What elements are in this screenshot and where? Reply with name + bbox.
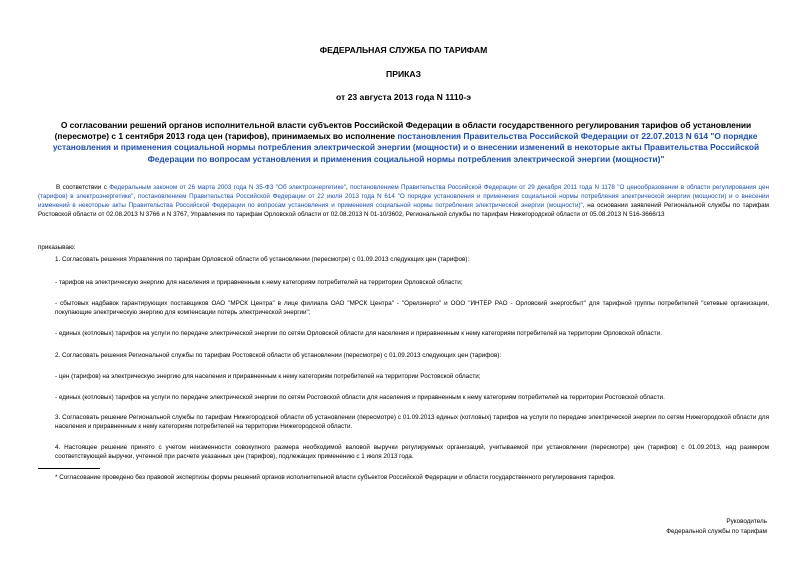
resolution-1178-link[interactable]: постановлением Правительства Российской Федерации от 29 декабря 2011 года N 1178 "О ценообразовании в области регулирования цен (тарифов) в электроэнергетике" bbox=[38, 184, 769, 200]
signature-title: Руководитель bbox=[726, 518, 767, 525]
prikazyvayu-line: приказываю: bbox=[38, 244, 76, 251]
title-link[interactable]: постановления Правительства Российской Федерации от 22.07.2013 N 614 "О порядке установления и применения социальной нормы потребления электрической энергии (мощности) и о внесении изменений в некоторые акты Правительства Российской Федерации по вопросам установления и применения социальной нормы потребления электрической энергии (мощности)" bbox=[52, 131, 760, 164]
preamble-text-1: В соответствии с bbox=[56, 184, 110, 191]
federal-law-link[interactable]: Федеральным законом от 26 марта 2003 года N 35-ФЗ "Об электроэнергетике" bbox=[109, 184, 347, 191]
footnote: * Согласование проведено без правовой экспертизы формы решений органов исполнительной власти субъектов Российской Федерации и области государственного регулирования тарифов. bbox=[55, 474, 616, 481]
paragraph-1a: - тарифов на электрическую энергию для населения и приравненным к нему категориям потребителей на территории Орловской области; bbox=[55, 279, 463, 286]
title-text: О согласовании решений органов исполнительной власти субъектов Российской Федерации в области государственного регулирования тарифов об установлении (пересмотре) с 1 сентября 2013 года цен (тарифов), принимаемых во исполнение bbox=[54, 120, 752, 142]
paragraph-2a: - цен (тарифов) на электрическую энергию для населения и приравненным к нему категориям потребителей на территории Ростовской области; bbox=[55, 373, 481, 380]
paragraph-1: 1. Согласовать решения Управления по тарифам Орловской области об установлении (пересмотре) с 01.09.2013 следующих цен (тарифов): bbox=[55, 256, 470, 263]
paragraph-2b: - единых (котловых) тарифов на услуги по передаче электрической энергии по сетям Ростовской области для населения и приравненным к нему категориям потребителей на территории Ростовской области. bbox=[55, 394, 665, 401]
paragraph-2: 2. Согласовать решения Региональной службы по тарифам Ростовской области об установлении (пересмотре) с 01.09.2013 следующих цен (тарифов): bbox=[55, 352, 502, 359]
signature-organization: Федеральной службы по тарифам bbox=[666, 528, 767, 535]
paragraph-4: 4. Настоящее решение принято с учетом неизменности совокупного размера необходимой валовой выручки регулируемых организаций, учитываемой при установлении (пересмотре) цен (тарифов) с 01.09.2013, над размером соответствующей выручки, учтенной при расчете указанных цен (тарифов), подлежащих применению с 1 июля 2013 года. bbox=[55, 444, 769, 460]
paragraph-3: 3. Согласовать решение Региональной службы по тарифам Нижегородской области об установлении (пересмотре) с 01.09.2013 единых (котловых) тарифов на услуги по передаче электрической энергии по сетям Нижегородской области для населения и приравненным к нему категориям потребителей на территории Нижегородской области. bbox=[55, 414, 769, 430]
preamble-text-2: , bbox=[346, 184, 351, 191]
paragraph-1b: - сбытовых надбавок гарантирующих поставщиков ОАО "МРСК Центра" в лице филиала ОАО "МРСК Центра" - "Орелэнерго" и ООО "ИНТЕР РАО - Орловский энергосбыт" для тарифной группы потребителей "сетевые организации, покупающие электрическую энергию для компенсации потерь электрической энергии"; bbox=[55, 300, 769, 316]
preamble-text-4: , на основании заявлений Региональной службы по тарифам Ростовской области от 02.08.2013 N 3766 и N 3767, Управления по тарифам Орловской области от 02.08.2013 N 01-10/3602, Региональной службы по тарифам Нижегородской области от 05.08.2013 N 516-3666/13 bbox=[38, 201, 769, 218]
date-line: от 23 августа 2013 года N 1110-э bbox=[335, 92, 472, 102]
doc-type-heading: ПРИКАЗ bbox=[386, 69, 421, 79]
footnote-divider bbox=[38, 468, 100, 469]
resolution-614-link[interactable]: постановлением Правительства Российской Федерации от 22 июля 2013 года N 614 "О порядке установления и применения социальной нормы потребления электрической энергии (мощности) и о внесении изменений в некоторые акты Правительства Российской Федерации по вопросам установления и применения социальной нормы потребления электрической энергии (мощности)" bbox=[38, 192, 769, 209]
paragraph-1c: - единых (котловых) тарифов на услуги по передаче электрической энергии по сетям Орловской области для населения и приравненным к нему категориям потребителей на территории Орловской области. bbox=[55, 330, 662, 337]
agency-heading: ФЕДЕРАЛЬНАЯ СЛУЖБА ПО ТАРИФАМ bbox=[319, 45, 488, 55]
document-title bbox=[40, 120, 772, 165]
preamble bbox=[38, 184, 769, 220]
preamble-text-3: , bbox=[133, 192, 138, 200]
